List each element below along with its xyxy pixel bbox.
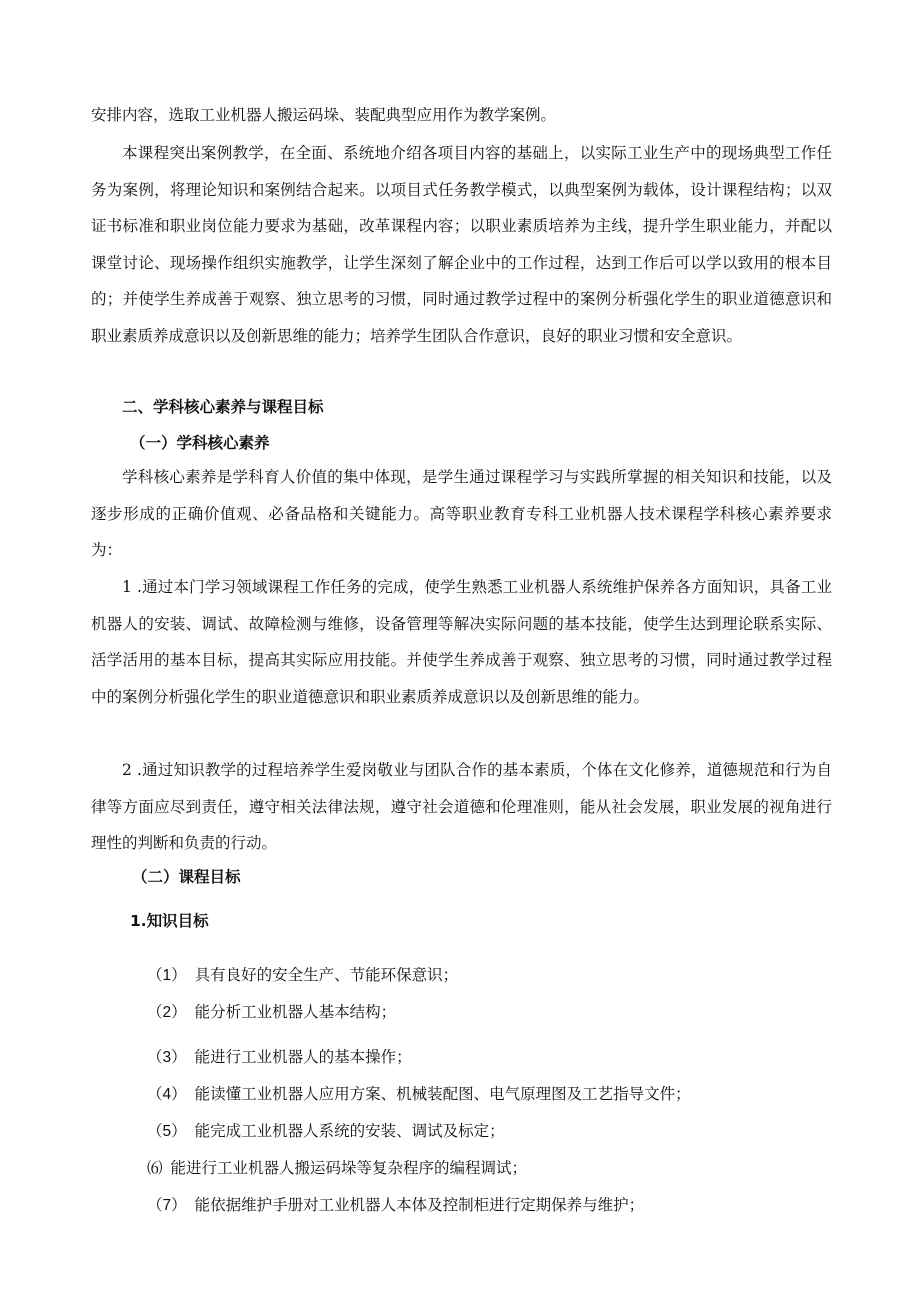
list-item-text: 能分析工业机器人基本结构； bbox=[194, 1003, 397, 1021]
list-item bbox=[147, 1083, 691, 1106]
list-item-text: 能读懂工业机器人应用方案、机械装配图、电气原理图及工艺指导文件； bbox=[194, 1085, 691, 1103]
list-item-text: 能进行工业机器人搬运码垛等复杂程序的编程调试； bbox=[170, 1159, 528, 1177]
list-item-text: 能完成工业机器人系统的安装、调试及标定； bbox=[194, 1122, 505, 1140]
heading-knowledge-goals: 1.知识目标 bbox=[130, 912, 209, 930]
section-heading-core-literacy-and-goals: 二、学科核心素养与课程目标 bbox=[122, 398, 324, 416]
list-item-number: （3） bbox=[147, 1049, 187, 1066]
list-item bbox=[147, 1194, 644, 1217]
list-item-number: （1） bbox=[147, 967, 187, 984]
list-item bbox=[147, 964, 458, 987]
list-item-number: （4） bbox=[147, 1086, 187, 1103]
list-item-number: （7） bbox=[147, 1197, 187, 1214]
paragraph-course-approach: 本课程突出案例教学，在全面、系统地介绍各项目内容的基础上，以实际工业生产中的现场典型工作任务为案例，将理论知识和案例结合起来。以项目式任务教学模式，以典型案例为载体，设计课程结构；以双证书标准和职业岗位能力要求为基础，改革课程内容；以职业素质培养为主线，提升学生职业能力，并配以课堂讨论、现场操作组织实施教学，让学生深刻了解企业中的工作过程，达到工作后可以学以致用的根本目的；并使学生养成善于观察、独立思考的习惯，同时通过教学过程中的案例分析强化学生的职业道德意识和职业素质养成意识以及创新思维的能力；培养学生团队合作意识，良好的职业习惯和安全意识。 bbox=[91, 144, 832, 345]
list-item-text: 能进行工业机器人的基本操作； bbox=[194, 1048, 412, 1066]
list-item bbox=[147, 1120, 505, 1143]
subsection-heading-course-goals: （二）课程目标 bbox=[132, 868, 241, 886]
list-item-text: 能依据维护手册对工业机器人本体及控制柜进行定期保养与维护； bbox=[194, 1196, 645, 1214]
list-item-text: 具有良好的安全生产、节能环保意识； bbox=[194, 966, 459, 984]
subsection-heading-core-literacy: （一）学科核心素养 bbox=[130, 434, 270, 452]
list-item-number: ⑹ bbox=[147, 1160, 163, 1177]
list-item bbox=[147, 1157, 527, 1180]
paragraph-intro-continuation: 安排内容，选取工业机器人搬运码垛、装配典型应用作为教学案例。 bbox=[91, 106, 557, 124]
list-item bbox=[147, 1046, 412, 1069]
list-item-number: （2） bbox=[147, 1004, 187, 1021]
list-item bbox=[147, 1001, 396, 1024]
paragraph-core-literacy-definition: 学科核心素养是学科育人价值的集中体现，是学生通过课程学习与实践所掌握的相关知识和技能，以及逐步形成的正确价值观、必备品格和关键能力。高等职业教育专科工业机器人技术课程学科核心素养要求为： bbox=[91, 468, 832, 560]
paragraph-requirement-1: 1 .通过本门学习领域课程工作任务的完成，使学生熟悉工业机器人系统维护保养各方面知识，具备工业机器人的安装、调试、故障检测与维修，设备管理等解决实际问题的基本技能，使学生达到理论联系实际、活学活用的基本目标，提高其实际应用技能。并使学生养成善于观察、独立思考的习惯，同时通过教学过程中的案例分析强化学生的职业道德意识和职业素质养成意识以及创新思维的能力。 bbox=[91, 578, 832, 706]
paragraph-requirement-2: 2 .通过知识教学的过程培养学生爱岗敬业与团队合作的基本素质，个体在文化修养，道德规范和行为自律等方面应尽到责任，遵守相关法律法规，遵守社会道德和伦理准则，能从社会发展，职业发展的视角进行理性的判断和负责的行动。 bbox=[91, 761, 832, 853]
list-item-number: （5） bbox=[147, 1123, 187, 1140]
